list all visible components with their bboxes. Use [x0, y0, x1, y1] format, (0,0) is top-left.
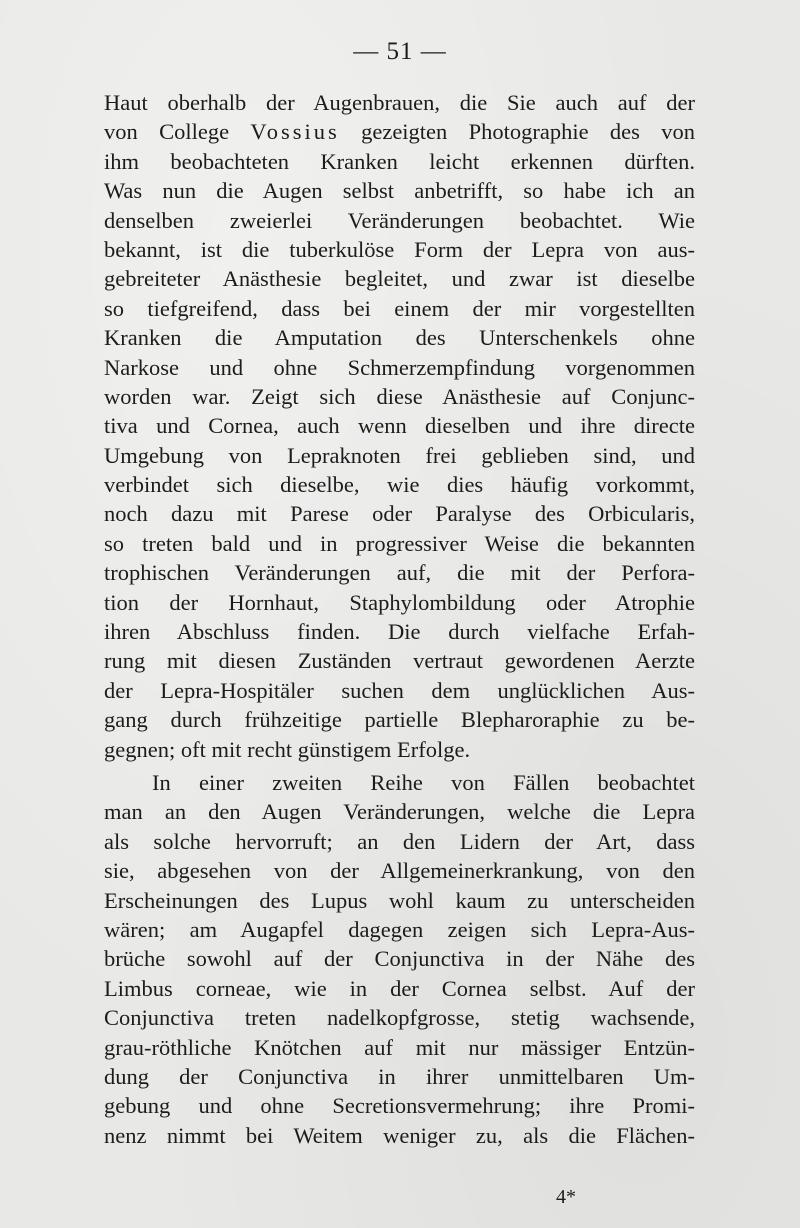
text-line: so treten bald und in progressiver Weise die bekannten	[104, 530, 695, 556]
text-line: wären; am Augapfel dagegen zeigen sich Lepra-Aus-	[104, 916, 695, 942]
text-line: In einer zweiten Reihe von Fällen beobachtet	[152, 769, 695, 795]
text-line: trophischen Veränderungen auf, die mit der Perfora-	[104, 560, 695, 586]
text-line: Kranken die Amputation des Unterschenkels ohne	[104, 325, 695, 351]
author-name-spaced: Vossius	[250, 119, 340, 145]
text-line: Haut oberhalb der Augenbrauen, die Sie auch auf der	[104, 90, 695, 115]
text-line: Umgebung von Lepraknoten frei geblieben sind, und	[104, 442, 695, 468]
text-line: gegnen; oft mit recht günstigem Erfolge.	[104, 736, 471, 762]
text-line: rung mit diesen Zuständen vertraut gewordenen Aerzte	[104, 648, 695, 674]
text-line: noch dazu mit Parese oder Paralyse des Orbicularis,	[104, 501, 695, 527]
text-line: als solche hervorruft; an den Lidern der Art, dass	[104, 828, 695, 854]
text-line: verbindet sich dieselbe, wie dies häufig vorkommt,	[104, 472, 695, 498]
text-line: gebreiteter Anästhesie begleitet, und zwar ist dieselbe	[104, 266, 695, 292]
text-line: Was nun die Augen selbst anbetrifft, so habe ich an	[104, 178, 695, 204]
body-text	[104, 88, 695, 1150]
text-line: Limbus corneae, wie in der Cornea selbst. Auf der	[104, 975, 695, 1001]
text-line: Conjunctiva treten nadelkopfgrosse, stetig wachsende,	[104, 1005, 695, 1031]
text-line: dung der Conjunctiva in ihrer unmittelbaren Um-	[104, 1063, 695, 1089]
text-line: brüche sowohl auf der Conjunctiva in der Nähe des	[104, 946, 695, 972]
text-line: man an den Augen Veränderungen, welche die Lepra	[104, 799, 695, 825]
text-line: gebung und ohne Secretionsvermehrung; ihre Promi-	[104, 1093, 695, 1119]
text-line: ihren Abschluss finden. Die durch vielfache Erfah-	[104, 619, 695, 645]
text-line: ihm beobachteten Kranken leicht erkennen dürften.	[104, 148, 695, 174]
text-line: bekannt, ist die tuberkulöse Form der Lepra von aus-	[104, 236, 695, 262]
text-segment: von College	[104, 119, 251, 145]
text-line: nenz nimmt bei Weitem weniger zu, als die Flächen-	[104, 1122, 695, 1148]
page-number: — 51 —	[353, 38, 447, 65]
text-line: sie, abgesehen von der Allgemeinerkrankung, von den	[104, 858, 695, 884]
text-line: der Lepra-Hospitäler suchen dem unglücklichen Aus-	[104, 677, 695, 703]
text-line: gang durch frühzeitige partielle Blepharoraphie zu be-	[104, 707, 695, 733]
text-line	[104, 117, 695, 146]
text-segment: gezeigten Photographie des von	[339, 119, 695, 145]
signature-mark: 4*	[556, 1186, 576, 1208]
text-line: worden war. Zeigt sich diese Anästhesie auf Conjunc-	[104, 383, 695, 409]
text-line: grau-röthliche Knötchen auf mit nur mässiger Entzün-	[104, 1034, 695, 1060]
text-line: denselben zweierlei Veränderungen beobachtet. Wie	[104, 207, 695, 233]
text-line: tiva und Cornea, auch wenn dieselben und ihre directe	[104, 413, 695, 439]
text-line: tion der Hornhaut, Staphylombildung oder Atrophie	[104, 589, 695, 615]
text-line: Erscheinungen des Lupus wohl kaum zu unterscheiden	[104, 887, 695, 913]
text-line: so tiefgreifend, dass bei einem der mir vorgestellten	[104, 295, 695, 321]
text-line: Narkose und ohne Schmerzempfindung vorgenommen	[104, 354, 695, 380]
